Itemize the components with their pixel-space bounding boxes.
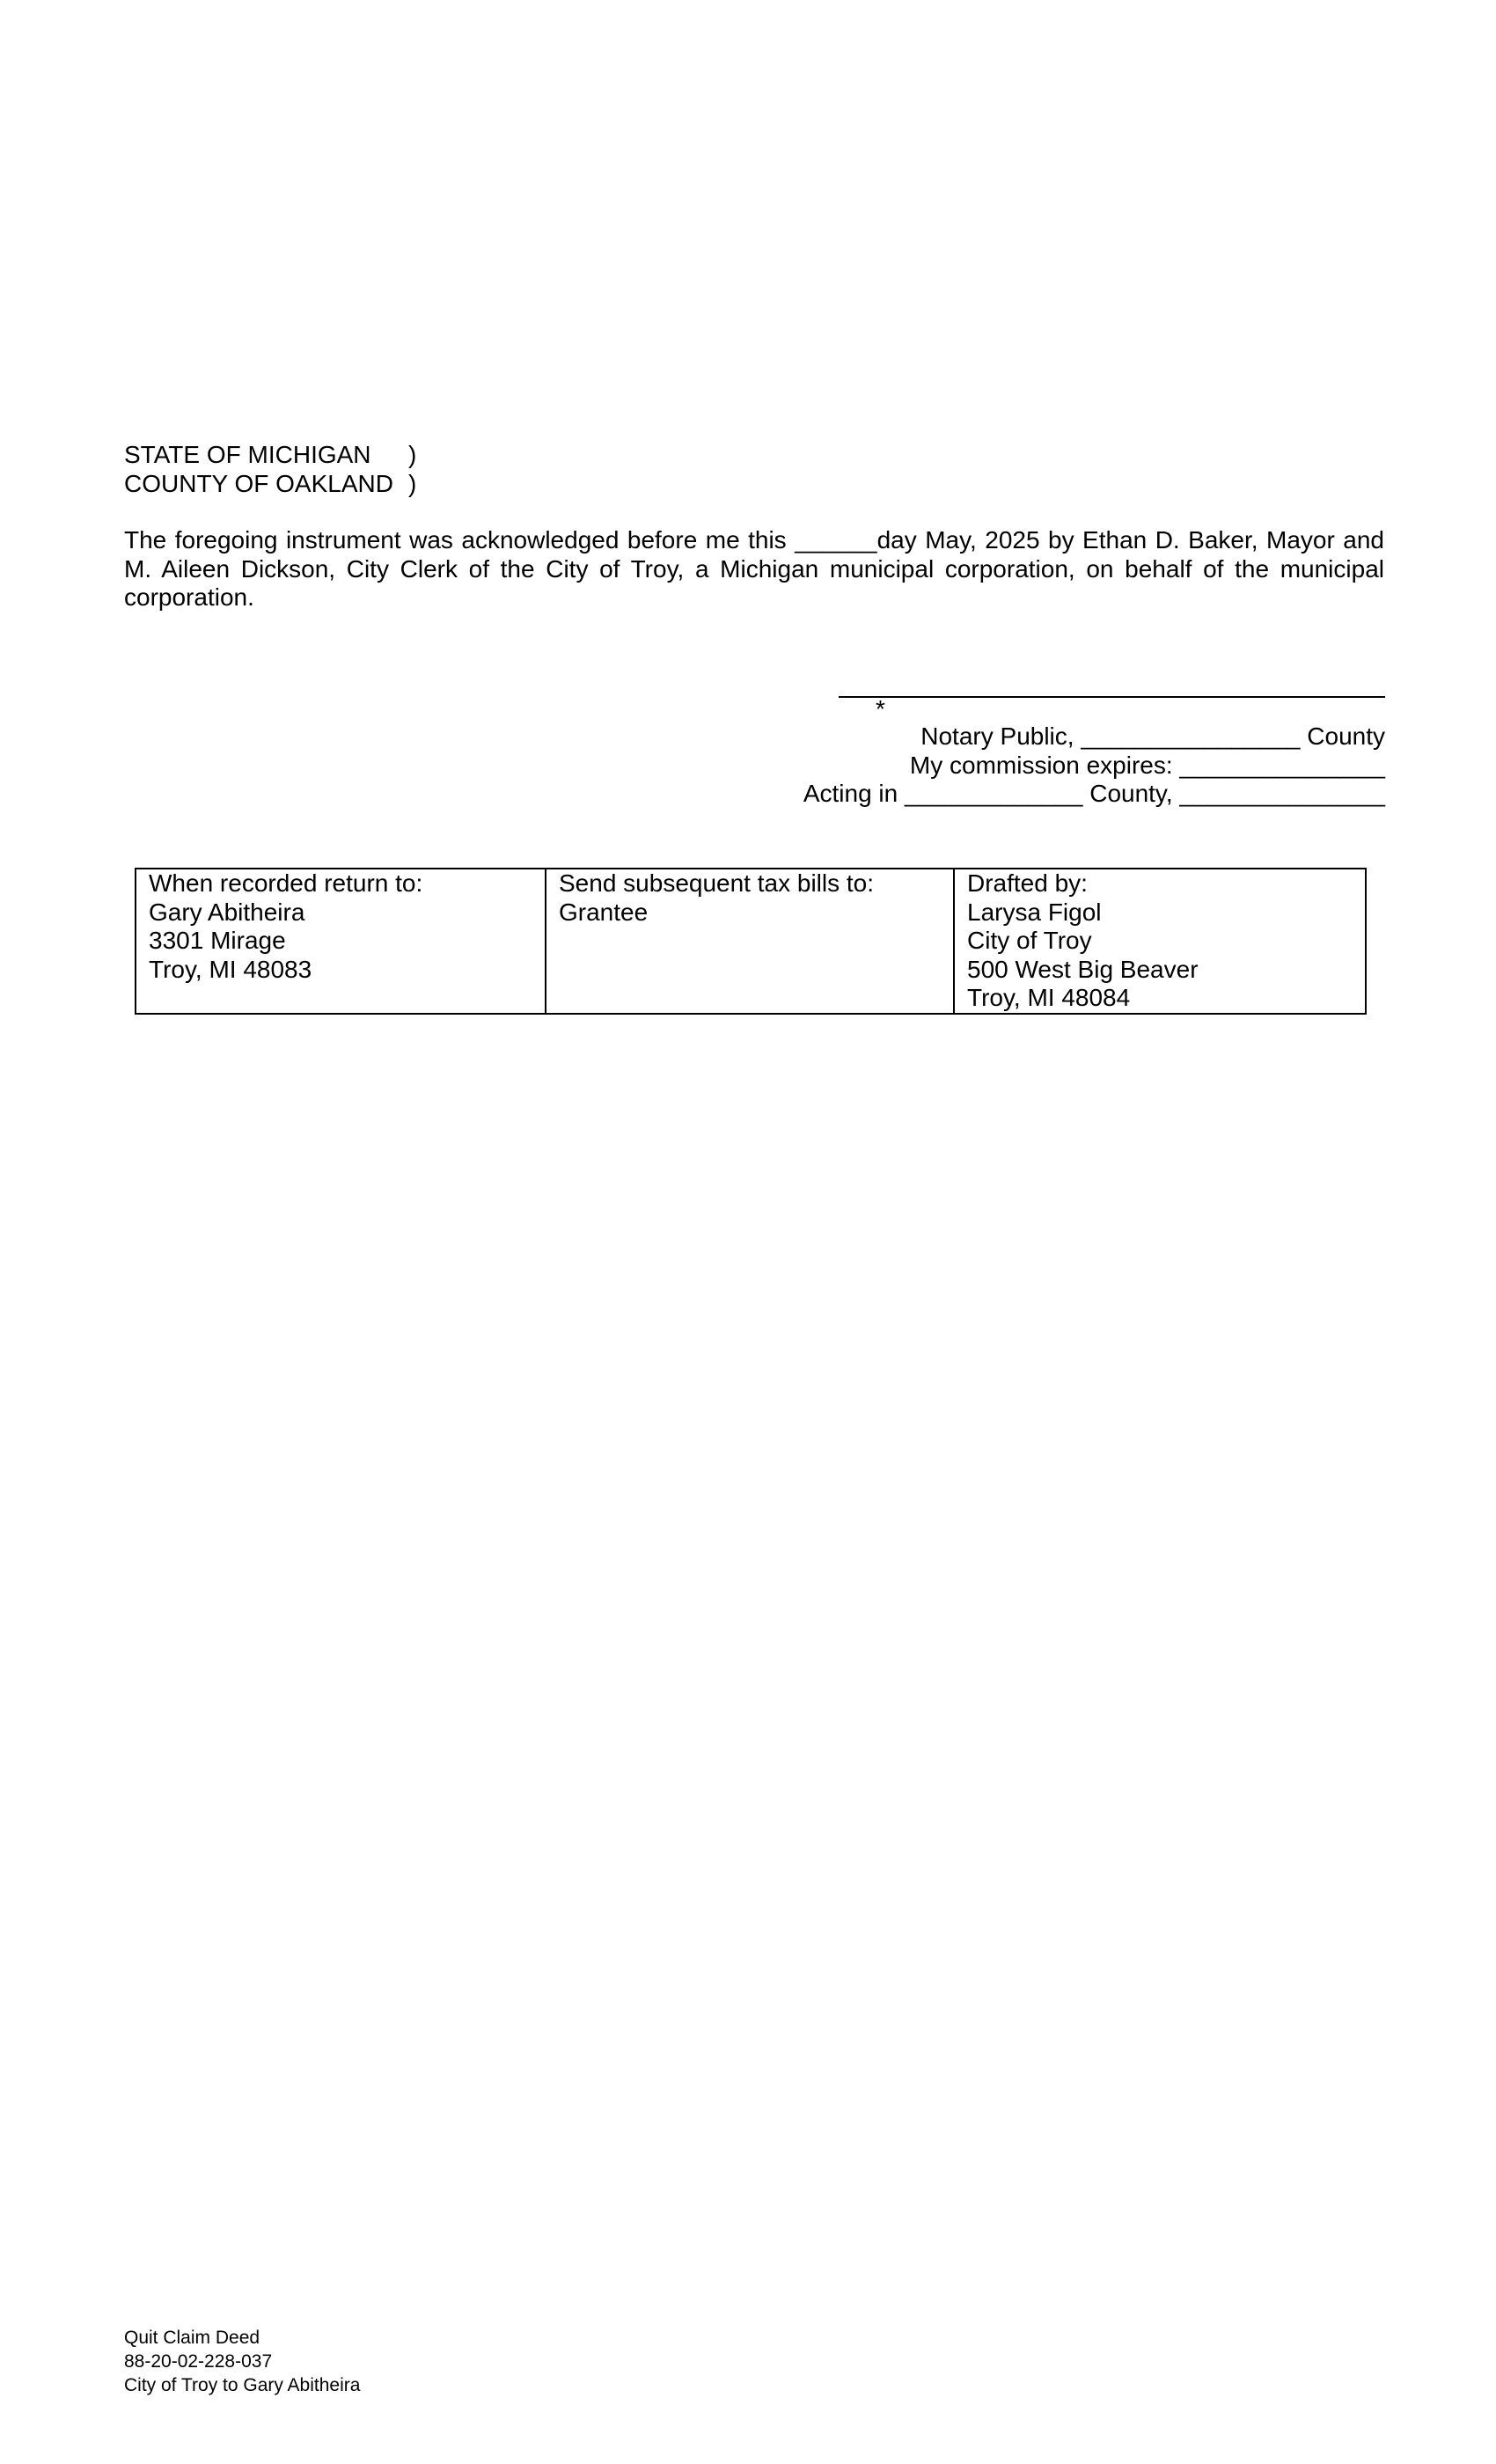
drafted-by-street: 500 West Big Beaver <box>967 955 1199 983</box>
recording-info-table <box>135 868 1367 1015</box>
venue-county-row <box>124 469 416 498</box>
commission-expires-line: My commission expires: _______________ <box>909 751 1385 779</box>
return-to-city: Troy, MI 48083 <box>149 955 312 983</box>
venue-state: STATE OF MICHIGAN <box>124 441 371 468</box>
tax-bills-recipient: Grantee <box>559 898 649 926</box>
return-to-name: Gary Abitheira <box>149 898 305 926</box>
return-to-cell <box>136 869 546 1014</box>
footer-parcel-number: 88-20-02-228-037 <box>124 2351 273 2372</box>
venue-paren: ) <box>408 470 417 497</box>
venue-paren: ) <box>408 441 417 468</box>
drafted-by-city: Troy, MI 48084 <box>967 984 1131 1011</box>
venue-block <box>124 440 416 498</box>
venue-state-row <box>124 440 416 469</box>
drafted-by-organization: City of Troy <box>967 927 1092 954</box>
tax-bills-cell <box>546 869 954 1014</box>
signature-asterisk: * <box>876 695 885 722</box>
notary-details <box>803 722 1385 809</box>
acknowledgment-paragraph: The foregoing instrument was acknowledged before me this ______day May, 2025 by Ethan D. Baker, Mayor and M. Aileen Dickson, City Clerk of the City of Troy, a Michigan municipal corporation, on behalf of the municipal corporation. <box>124 526 1384 611</box>
recording-info-row <box>136 869 1366 1014</box>
document-footer <box>124 2326 360 2397</box>
notary-public-line: Notary Public, ________________ County <box>920 722 1385 750</box>
drafted-by-name: Larysa Figol <box>967 898 1102 926</box>
tax-bills-heading: Send subsequent tax bills to: <box>559 869 875 897</box>
return-to-street: 3301 Mirage <box>149 927 286 954</box>
signature-line <box>839 696 1385 698</box>
return-to-heading: When recorded return to: <box>149 869 423 897</box>
venue-county: COUNTY OF OAKLAND <box>124 470 393 497</box>
footer-parties: City of Troy to Gary Abitheira <box>124 2375 361 2395</box>
drafted-by-heading: Drafted by: <box>967 869 1088 897</box>
acting-in-line: Acting in _____________ County, _______________ <box>803 780 1385 807</box>
drafted-by-cell <box>954 869 1366 1014</box>
footer-document-type: Quit Claim Deed <box>124 2328 260 2348</box>
